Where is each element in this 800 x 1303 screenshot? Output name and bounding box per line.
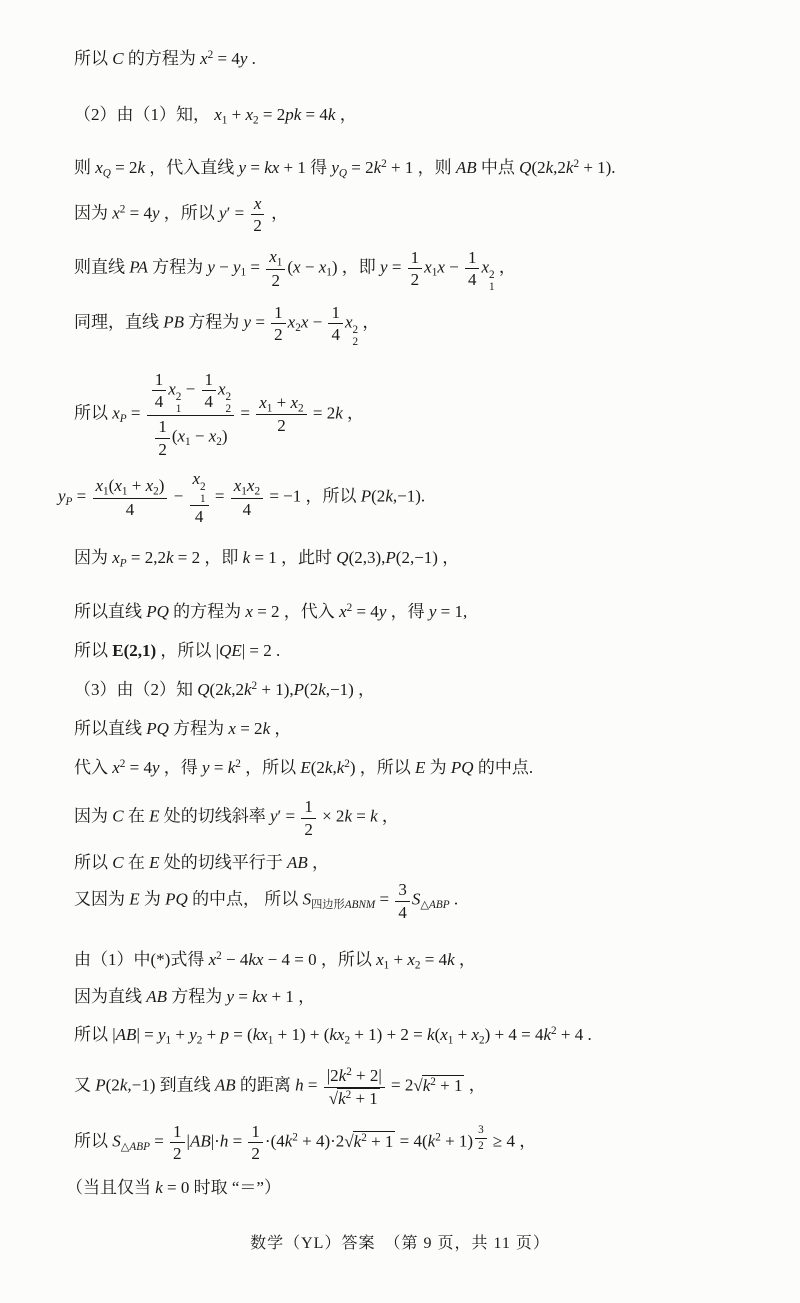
math-line: 因为 $x_P = 2,2k = 2$ ，即 k = 1 ，此时 Q(2,3),P(2,−1) ， [74,548,460,570]
math-line: 同理，直线 PB 方程为 y = $\frac{1}{2}$ $x_2x$ − $\frac{1}{4}$ x 2 2 ， [74,302,380,349]
math-line: 代入 $x^2 = 4y$ ，得 $y = k^2$ ，所以 $E(2k,k^2)$ ，所以 E 为 PQ 的中点. [74,757,534,777]
math-line: 又 P(2k,−1) 到直线 AB 的距离 h = $\frac{|2k^2 + 2|}{√k^2 + 1}$ = $2√k^2 + 1$ ， [74,1066,486,1108]
page-footer: 数学（YL）答案 （第 9 页，共 11 页） [250,1235,550,1253]
math-line: 因为 C 在 E 处的切线斜率 y′ = $\frac{1}{2}$ × 2k = k ， [74,797,399,839]
math-line: 所以 $x_P$ = $\frac{1}{4}$ x 2 1 − $\frac{1}{4}$ x 2 2 $\frac{1}{2}$ $(x_1 - x_2)$ = $\frac{x_1 + x_2}{2}$ = 2k ， [74,369,365,459]
math-line: 则 $x_Q = 2k$ ，代入直线 y = kx + 1 得 $y_Q = 2k^2 + 1$ ，则 AB 中点 $Q(2k,2k^2 + 1)$. [74,157,616,180]
math-line: 则直线 PA 方程为 $y - y_1$ = $\frac{x_1}{2}$ $(x - x_1)$ ，即 y = $\frac{1}{2}$ $x_1x$ − $\frac{1}{4}$ x 2 1 ， [74,247,516,294]
math-line: 因为 $x^2 = 4y$ ，所以 y′ = $\frac{x}{2}$ ， [74,193,289,235]
math-line: 所以直线 PQ 的方程为 x = 2 ，代入 $x^2 = 4y$ ，得 y = 1, [74,601,468,621]
math-line: 所以 $S_{\triangle ABP}$ = $\frac{1}{2}$ |AB|·h = $\frac{1}{2}$ $\cdot(4k^2 + 4)\cdot 2√k^2 + 1 = 4(k^2 + 1)$ $^{\frac{3}{2}}$ ≥ 4 ， [74,1122,537,1164]
math-line: 又因为 E 为 PQ 的中点， 所以 $S_{四边形ABNM}$ = $\frac{3}{4}$ $S_{\triangle ABP}$ . [74,880,459,922]
math-line: 所以 C 的方程为 $x^2 = 4y$ . [74,48,256,68]
math-line: （2）由（1）知， $x_1 + x_2 = 2pk = 4k$ ， [74,104,357,126]
math-line: 由（1）中(*)式得 $x^2 - 4kx - 4 = 0$ ，所以 $x_1 + x_2 = 4k$ ， [74,949,476,972]
math-line: 所以 E(2,1) ，所以 |QE| = 2 . [74,641,281,661]
math-line: 所以 C 在 E 处的切线平行于 AB ， [74,852,330,872]
math-line: （当且仅当 k = 0 时取 “＝”） [66,1177,281,1197]
math-line: $y_P$ = $\frac{x_1(x_1 + x_2)}{4}$ − x 2 1 4 = $\frac{x_1x_2}{4}$ = −1 ，所以 P(2k,−1). [58,468,426,527]
math-line: （3）由（2）知 $Q(2k,2k^2 + 1),P(2k,-1)$ ， [74,679,376,699]
math-line: 因为直线 AB 方程为 y = kx + 1 ， [74,987,316,1007]
math-line: 所以 $|AB| = y_1 + y_2 + p = (kx_1 + 1) + (kx_2 + 1) + 2 = k(x_1 + x_2) + 4 = 4k^2 + 4$ . [74,1024,592,1047]
math-line: 所以直线 PQ 方程为 x = 2k ， [74,719,292,739]
